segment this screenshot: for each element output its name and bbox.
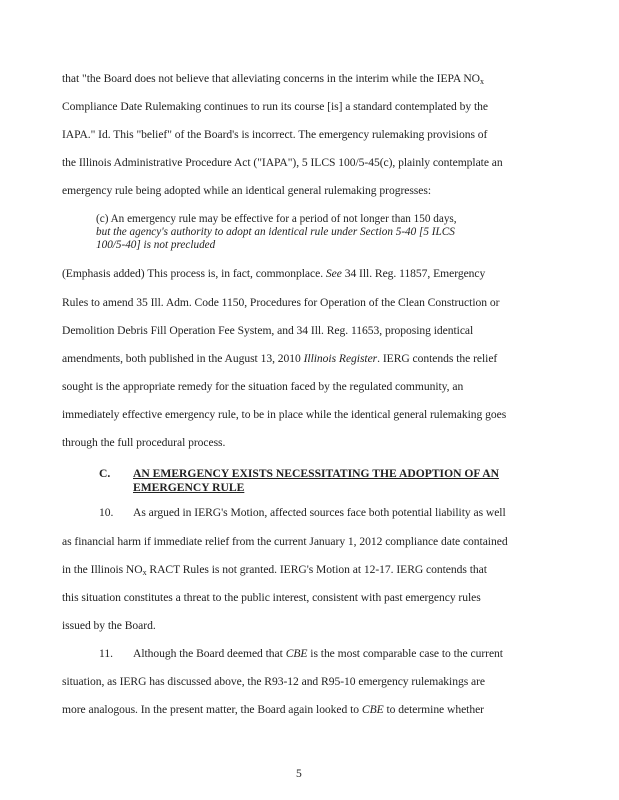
section-title-line-2: EMERGENCY RULE [133,481,245,494]
p2-line-6: immediately effective emergency rule, to be in place while the identical general rulemaking goes [62,408,507,421]
p2-line-2: Rules to amend 35 Ill. Adm. Code 1150, Procedures for Operation of the Clean Construction or [62,296,500,309]
quote-line-2: but the agency's authority to adopt an identical rule under Section 5-40 [5 ILCS [96,226,455,238]
p10-line-3: in the Illinois $NO_x$ RACT Rules is not granted. IERG's Motion at 12-17. IERG contends that [62,563,487,577]
p1-line-5: emergency rule being adopted while an identical general rulemaking progresses: [62,184,432,197]
p10-line-5: issued by the Board. [62,619,156,632]
paragraph-11-number: 11. [99,647,113,660]
paragraph-10-number: 10. [99,506,114,519]
p2-line-3: Demolition Debris Fill Operation Fee System, and 34 Ill. Reg. 11653, proposing identical [62,324,474,337]
p2-line-1: (Emphasis added) This process is, in fact, commonplace. See 34 Ill. Reg. 11857, Emergency [62,267,486,280]
p1-line-3: IAPA." Id. This "belief" of the Board's is incorrect. The emergency rulemaking provisions of [62,128,488,141]
p10-line-1: As argued in IERG's Motion, affected sources face both potential liability as well [133,506,506,519]
quote-line-1: (c) An emergency rule may be effective for a period of not longer than 150 days, [96,213,457,225]
section-title-line-1: AN EMERGENCY EXISTS NECESSITATING THE ADOPTION OF AN [133,467,500,480]
quote-line-3: 100/5-40] is not precluded [96,239,216,251]
nox-subscript: x [480,77,484,86]
section-letter: C. [99,467,111,480]
p1-line-2: Compliance Date Rulemaking continues to run its course [is] a standard contemplated by the [62,100,488,113]
page-number: 5 [296,767,302,780]
p1-line-1: that "the Board does not believe that alleviating concerns in the interim while the IEPA $NO_x$ [62,72,484,86]
p10-line-4: this situation constitutes a threat to the public interest, consistent with past emergency rules [62,591,481,604]
p10-line-2: as financial harm if immediate relief from the current January 1, 2012 compliance date contained [62,535,508,548]
p2-line-5: sought is the appropriate remedy for the situation faced by the regulated community, an [62,380,464,393]
nox-subscript: x [142,568,147,577]
p11-line-2: situation, as IERG has discussed above, the R93-12 and R95-10 emergency rulemakings are [62,675,486,688]
p1-line-4: the Illinois Administrative Procedure Act ("IAPA"), 5 ILCS 100/5-45(c), plainly contemplate an [62,156,503,169]
p2-line-7: through the full procedural process. [62,436,226,449]
p2-line-4: amendments, both published in the August 13, 2010 Illinois Register. IERG contends the relief [62,352,498,365]
p11-line-3: more analogous. In the present matter, the Board again looked to CBE to determine whether [62,703,484,716]
p11-line-1: Although the Board deemed that CBE is the most comparable case to the current [133,647,503,660]
